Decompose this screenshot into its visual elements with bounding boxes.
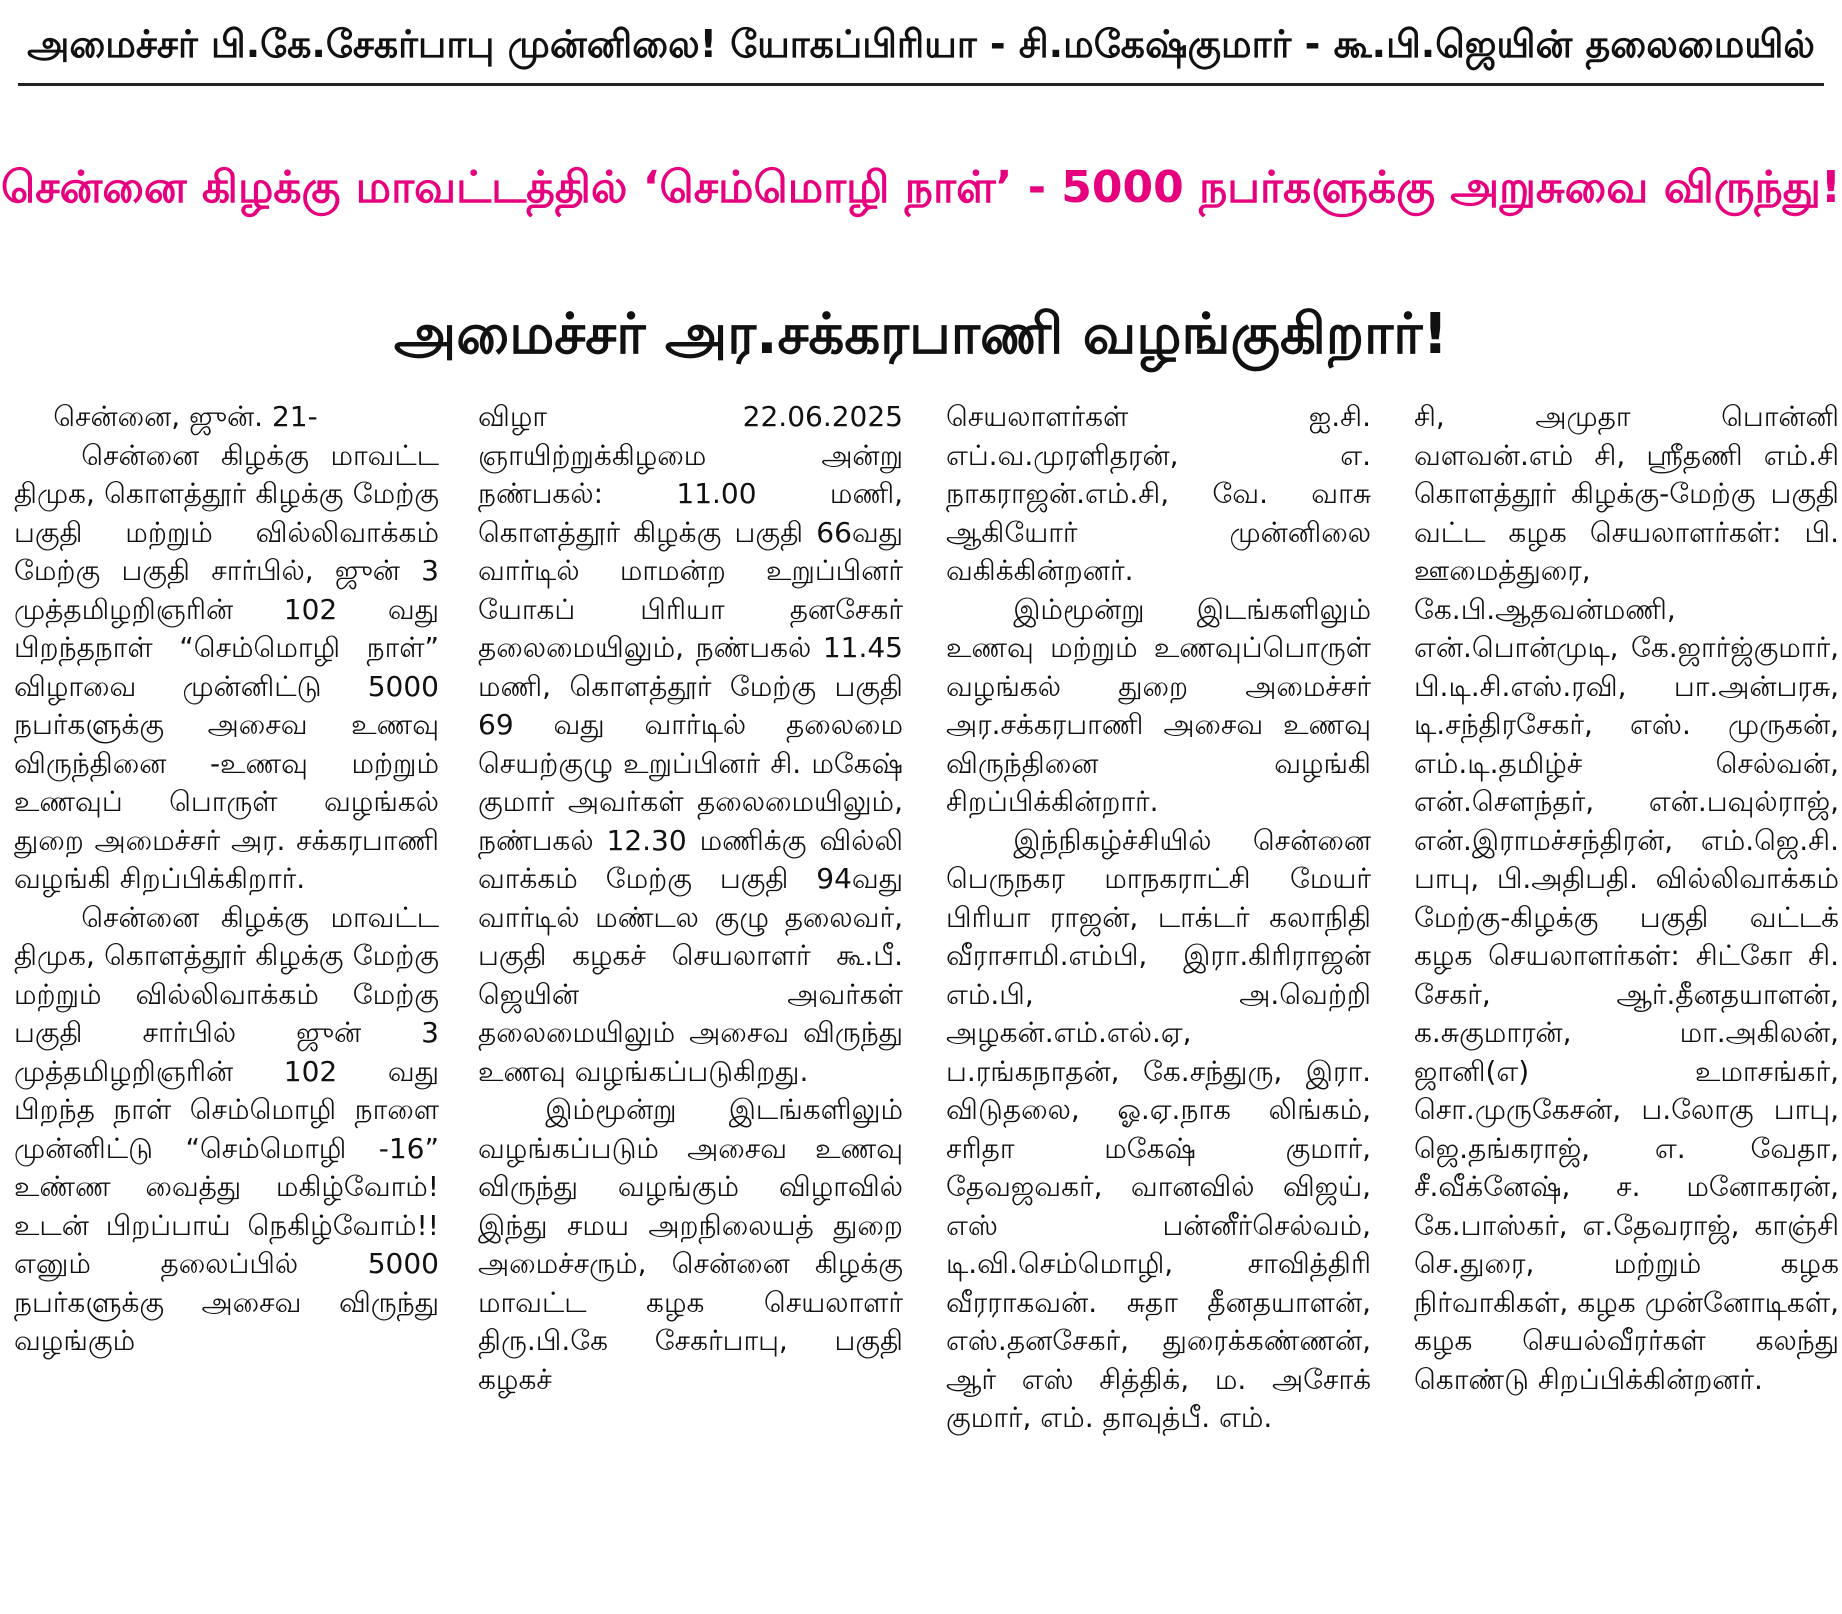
paragraph: இந்நிகழ்ச்சியில் சென்னை பெருநகர மாநகராட்சி மேயர் பிரியா ராஜன், டாக்டர் கலாநிதி வீராசாமி.எம்பி, இரா.கிரிராஜன் எம்.பி, அ.வெற்றி அழகன்.எம்.எல்.ஏ, ப.ரங்கநாதன், கே.சந்துரு, இரா. விடுதலை, ஓ.ஏ.நாக லிங்கம், சரிதா மகேஷ் குமார், தேவஜவகர், வானவில் விஜய், எஸ் பன்னீர்செல்வம், டி.வி.செம்மொழி, சாவித்திரி வீரராகவன். சுதா தீனதயாளன், எஸ்.தனசேகர், துரைக்கண்ணன், ஆர் எஸ் சித்திக், ம. அசோக் குமார், எம். தாவுத்பீ. எம்.	[946, 823, 1371, 1434]
paragraph: சி, அமுதா பொன்னி வளவன்.எம் சி, ஸ்ரீதணி எம்.சி கொளத்தூர் கிழக்கு-மேற்கு பகுதி வட்ட கழக செயலாளர்கள்: பி. ஊமைத்துரை, கே.பி.ஆதவன்மணி, என்.பொன்முடி, கே.ஜார்ஜ்குமார், பி.டி.சி.எஸ்.ரவி, பா.அன்பரசு, டி.சந்திரசேகர், எஸ். முருகன், எம்.டி.தமிழ்ச் செல்வன், என்.சௌந்தர், என்.பவுல்ராஜ், என்.இராமச்சந்திரன், எம்.ஜெ.சி. பாபு, பி.அதிபதி. வில்லிவாக்கம் மேற்கு-கிழக்கு பகுதி வட்டக் கழக செயலாளர்கள்: சிட்கோ சி. சேகர், ஆர்.தீனதயாளன், க.சுகுமாரன், மா.அகிலன், ஜானி(எ) உமாசங்கர், சொ.முருகேசன், ப.லோகு பாபு, ஜெ.தங்கராஜ், எ. வேதா, சீ.வீக்னேஷ், ச. மனோகரன், கே.பாஸ்கர், எ.தேவராஜ், காஞ்சி செ.துரை, மற்றும் கழக நிர்வாகிகள், கழக முன்னோடிகள், கழக செயல்வீரர்கள் கலந்து கொண்டு சிறப்பிக்கின்றனர்.	[1414, 400, 1839, 1396]
headline: சென்னை கிழக்கு மாவட்டத்தில் ‘செம்மொழி நாள்’ - 5000 நபர்களுக்கு அறுசுவை விருந்து!	[1, 162, 1841, 213]
paragraph: செயலாளர்கள் ஐ.சி. எப்.வ.முரளிதரன், எ. நாகராஜன்.எம்.சி, வே. வாசு ஆகியோர் முன்னிலை வகிக்கின்றனர்.	[946, 400, 1371, 587]
article-column-3	[946, 398, 1371, 1610]
paragraph: விழா 22.06.2025 ஞாயிற்றுக்கிழமை அன்று நண்பகல்: 11.00 மணி, கொளத்தூர் கிழக்கு பகுதி 66வது வார்டில் மாமன்ற உறுப்பினர் யோகப் பிரியா தனசேகர் தலைமையிலும், நண்பகல் 11.45 மணி, கொளத்தூர் மேற்கு பகுதி 69 வது வார்டில் தலைமை செயற்குழு உறுப்பினர் சி. மகேஷ் குமார் அவர்கள் தலைமையிலும், நண்பகல் 12.30 மணிக்கு வில்லி வாக்கம் மேற்கு பகுதி 94வது வார்டில் மண்டல குழு தலைவர், பகுதி கழகச் செயலாளர் கூ.பீ. ஜெயின் அவர்கள் தலைமையிலும் அசைவ விருந்து உணவு வழங்கப்படுகிறது.	[478, 400, 903, 1088]
article-column-4	[1414, 398, 1839, 1610]
paragraph: சென்னை கிழக்கு மாவட்ட திமுக, கொளத்தூர் கிழக்கு மேற்கு மற்றும் வில்லிவாக்கம் மேற்கு பகுதி சார்பில் ஜுன் 3 முத்தமிழறிஞரின் 102 வது பிறந்த நாள் செம்மொழி நாளை முன்னிட்டு “செம்மொழி -16” உண்ண வைத்து மகிழ்வோம்! உடன் பிறப்பாய் நெகிழ்வோம்!! எனும் தலைப்பில் 5000 நபர்களுக்கு அசைவ விருந்து வழங்கும்	[14, 900, 439, 1357]
article-column-1	[14, 398, 439, 1610]
paragraph: சென்னை கிழக்கு மாவட்ட திமுக, கொளத்தூர் கிழக்கு மேற்கு பகுதி மற்றும் வில்லிவாக்கம் மேற்கு பகுதி சார்பில், ஜுன் 3 முத்தமிழறிஞரின் 102 வது பிறந்தநாள் “செம்மொழி நாள்” விழாவை முன்னிட்டு 5000 நபர்களுக்கு அசைவ உணவு விருந்தினை -உணவு மற்றும் உணவுப் பொருள் வழங்கல் துறை அமைச்சர் அர. சக்கரபாணி வழங்கி சிறப்பிக்கிறார்.	[14, 438, 439, 895]
article-column-2	[478, 398, 903, 1610]
kicker-line: அமைச்சர் பி.கே.சேகர்பாபு முன்னிலை! யோகப்பிரியா - சி.மகேஷ்குமார் - கூ.பி.ஜெயின் தலைமையில்	[18, 6, 1824, 86]
paragraph: இம்மூன்று இடங்களிலும் உணவு மற்றும் உணவுப்பொருள் வழங்கல் துறை அமைச்சர் அர.சக்கரபாணி அசைவ உணவு விருந்தினை வழங்கி சிறப்பிக்கின்றார்.	[946, 592, 1371, 818]
paragraph: இம்மூன்று இடங்களிலும் வழங்கப்படும் அசைவ உணவு விருந்து வழங்கும் விழாவில் இந்து சமய அறநிலையத் துறை அமைச்சரும், சென்னை கிழக்கு மாவட்ட கழக செயலாளர் திரு.பி.கே சேகர்பாபு, பகுதி கழகச்	[478, 1093, 903, 1396]
dateline: சென்னை, ஜுன். 21-	[53, 400, 318, 433]
subheadline: அமைச்சர் அர.சக்கரபாணி வழங்குகிறார்!	[394, 302, 1448, 367]
